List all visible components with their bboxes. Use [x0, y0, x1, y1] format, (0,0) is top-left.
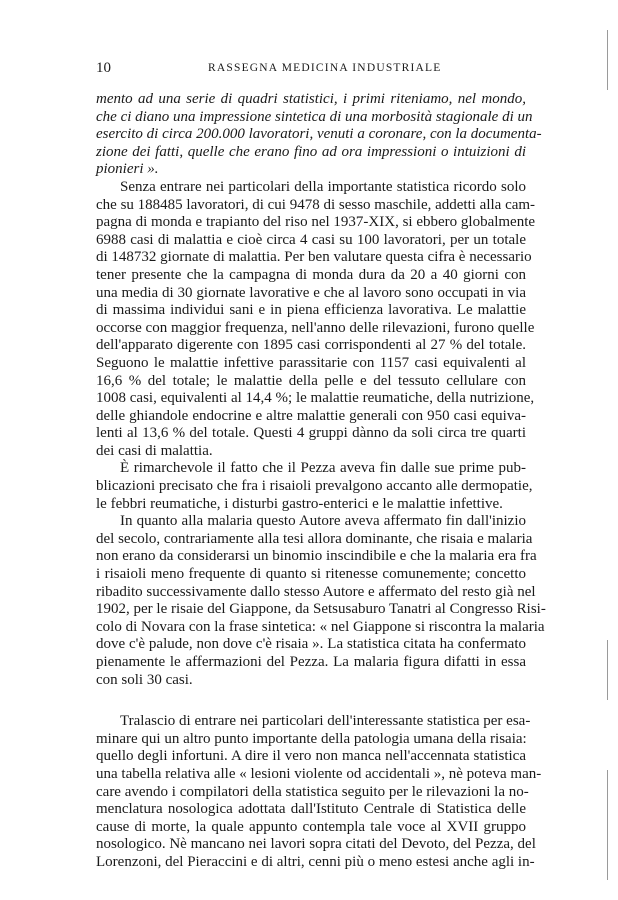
text-line: i risaioli meno frequente di quanto si ritenesse comunemente; concetto — [96, 566, 526, 583]
text-line: nosologico. Nè mancano nei lavori sopra citati del Devoto, del Pezza, del — [96, 836, 536, 853]
text-line: occorse con maggior frequenza, nell'anno delle rilevazioni, furono quelle — [96, 319, 535, 336]
text-line: quello degli infortuni. A dire il vero non manca nell'accennata statistica — [96, 748, 526, 765]
paragraph-gap — [96, 689, 526, 713]
text-line: pienamente le affermazioni del Pezza. La malaria figura difatti in essa — [96, 654, 526, 670]
text-line: 6988 casi di malattia e cioè circa 4 casi su 100 lavoratori, per un totale — [96, 231, 526, 248]
text-line: del secolo, contrariamente alla tesi allora dominante, che risaia e malaria — [96, 530, 533, 547]
text-line: dove c'è palude, non dove c'è risaia ». La statistica citata ha confermato — [96, 636, 526, 653]
text-line: colo di Novara con la frase sintetica: « nel Giappone si riscontra la malaria — [96, 618, 545, 635]
text-line: 16,6 % del totale; le malattie della pelle e del tessuto cellulare con — [96, 372, 526, 389]
text-line: di 148732 giornate di malattia. Per ben valutare questa cifra è necessario — [96, 249, 532, 266]
text-line: dei casi di malattia. — [96, 442, 213, 459]
text-line: tener presente che la campagna di monda dura da 20 a 40 giorni con — [96, 266, 526, 283]
text-line: È rimarchevole il fatto che il Pezza aveva fin dalle sue prime pub- — [120, 460, 526, 477]
text-line: dell'apparato digerente con 1895 casi corrispondenti al 27 % del totale. — [96, 337, 526, 354]
text-line: ribadito successivamente dallo stesso Autore e affermato del resto già nel — [96, 583, 536, 600]
text-line: pionieri ». — [96, 161, 159, 178]
text-line: cause di morte, la quale appunto contempla tale voce al XVII gruppo — [96, 818, 526, 835]
text-line: una media di 30 giornate lavorative e che al lavoro sono occupati in via — [96, 284, 526, 301]
text-line: Seguono le malattie infettive parassitarie con 1157 casi equivalenti al — [96, 354, 526, 371]
text-line: menclatura nosologica adottata dall'Istituto Centrale di Statistica delle — [96, 801, 526, 818]
text-line: Senza entrare nei particolari della importante statistica ricordo solo — [120, 178, 526, 195]
text-line: mento ad una serie di quadri statistici, i primi riteniamo, nel mondo, — [96, 91, 526, 107]
text-line: minare qui un altro punto importante della patologia umana della risaia: — [96, 730, 527, 747]
text-line: Lorenzoni, del Pieraccini e di altri, cenni più o meno estesi anche agli in- — [96, 853, 535, 870]
running-head: RASSEGNA MEDICINA INDUSTRIALE — [208, 62, 442, 74]
scan-edge-line — [607, 770, 608, 880]
body-text — [96, 91, 546, 872]
text-line: una tabella relativa alle « lesioni violente od accidentali », nè poteva man- — [96, 765, 542, 782]
page-number: 10 — [96, 60, 111, 76]
text-line: blicazioni precisato che fra i risaioli prevalgono accanto alle dermopatie, — [96, 478, 533, 495]
text-line: pagna di monda e trapianto del riso nel 1937-XIX, si ebbero globalmente — [96, 214, 536, 231]
text-line: che ci diano una impressione sintetica di una morbosità stagionale di un — [96, 108, 533, 125]
scan-edge-line — [607, 30, 608, 90]
text-line: non erano da considerarsi un binomio inscindibile e che la malaria era fra — [96, 548, 537, 565]
text-line: con soli 30 casi. — [96, 671, 193, 688]
page-header — [96, 60, 526, 80]
text-line: esercito di circa 200.000 lavoratori, venuti a coronare, con la documenta- — [96, 126, 542, 143]
text-line: di massima individui sani e in piena efficienza lavorativa. Le malattie — [96, 302, 526, 319]
text-line: le febbri reumatiche, i disturbi gastro-enterici e le malattie infettive. — [96, 495, 503, 512]
text-line: 1008 casi, equivalenti al 14,4 %; le malattie reumatiche, della nutrizione, — [96, 390, 535, 407]
text-line: che su 188485 lavoratori, di cui 9478 di sesso maschile, addetti alla cam- — [96, 196, 536, 213]
text-line: delle ghiandole endocrine e altre malattie generali con 950 casi equiva- — [96, 407, 526, 424]
text-line: care avendo i compilatori della statistica seguito per le rilevazioni la no- — [96, 783, 529, 800]
text-line: Tralascio di entrare nei particolari dell'interessante statistica per esa- — [120, 713, 531, 730]
text-line: In quanto alla malaria questo Autore aveva affermato fin dall'inizio — [120, 513, 526, 530]
scan-edge-line — [607, 640, 608, 700]
text-line: lenti al 13,6 % del totale. Questi 4 gruppi dànno da soli circa tre quarti — [96, 425, 526, 442]
text-line: 1902, per le risaie del Giappone, da Setsusaburo Tanatri al Congresso Risi- — [96, 601, 546, 618]
text-line: zione dei fatti, quelle che erano fino ad ora impressioni o intuizioni di — [96, 143, 526, 160]
